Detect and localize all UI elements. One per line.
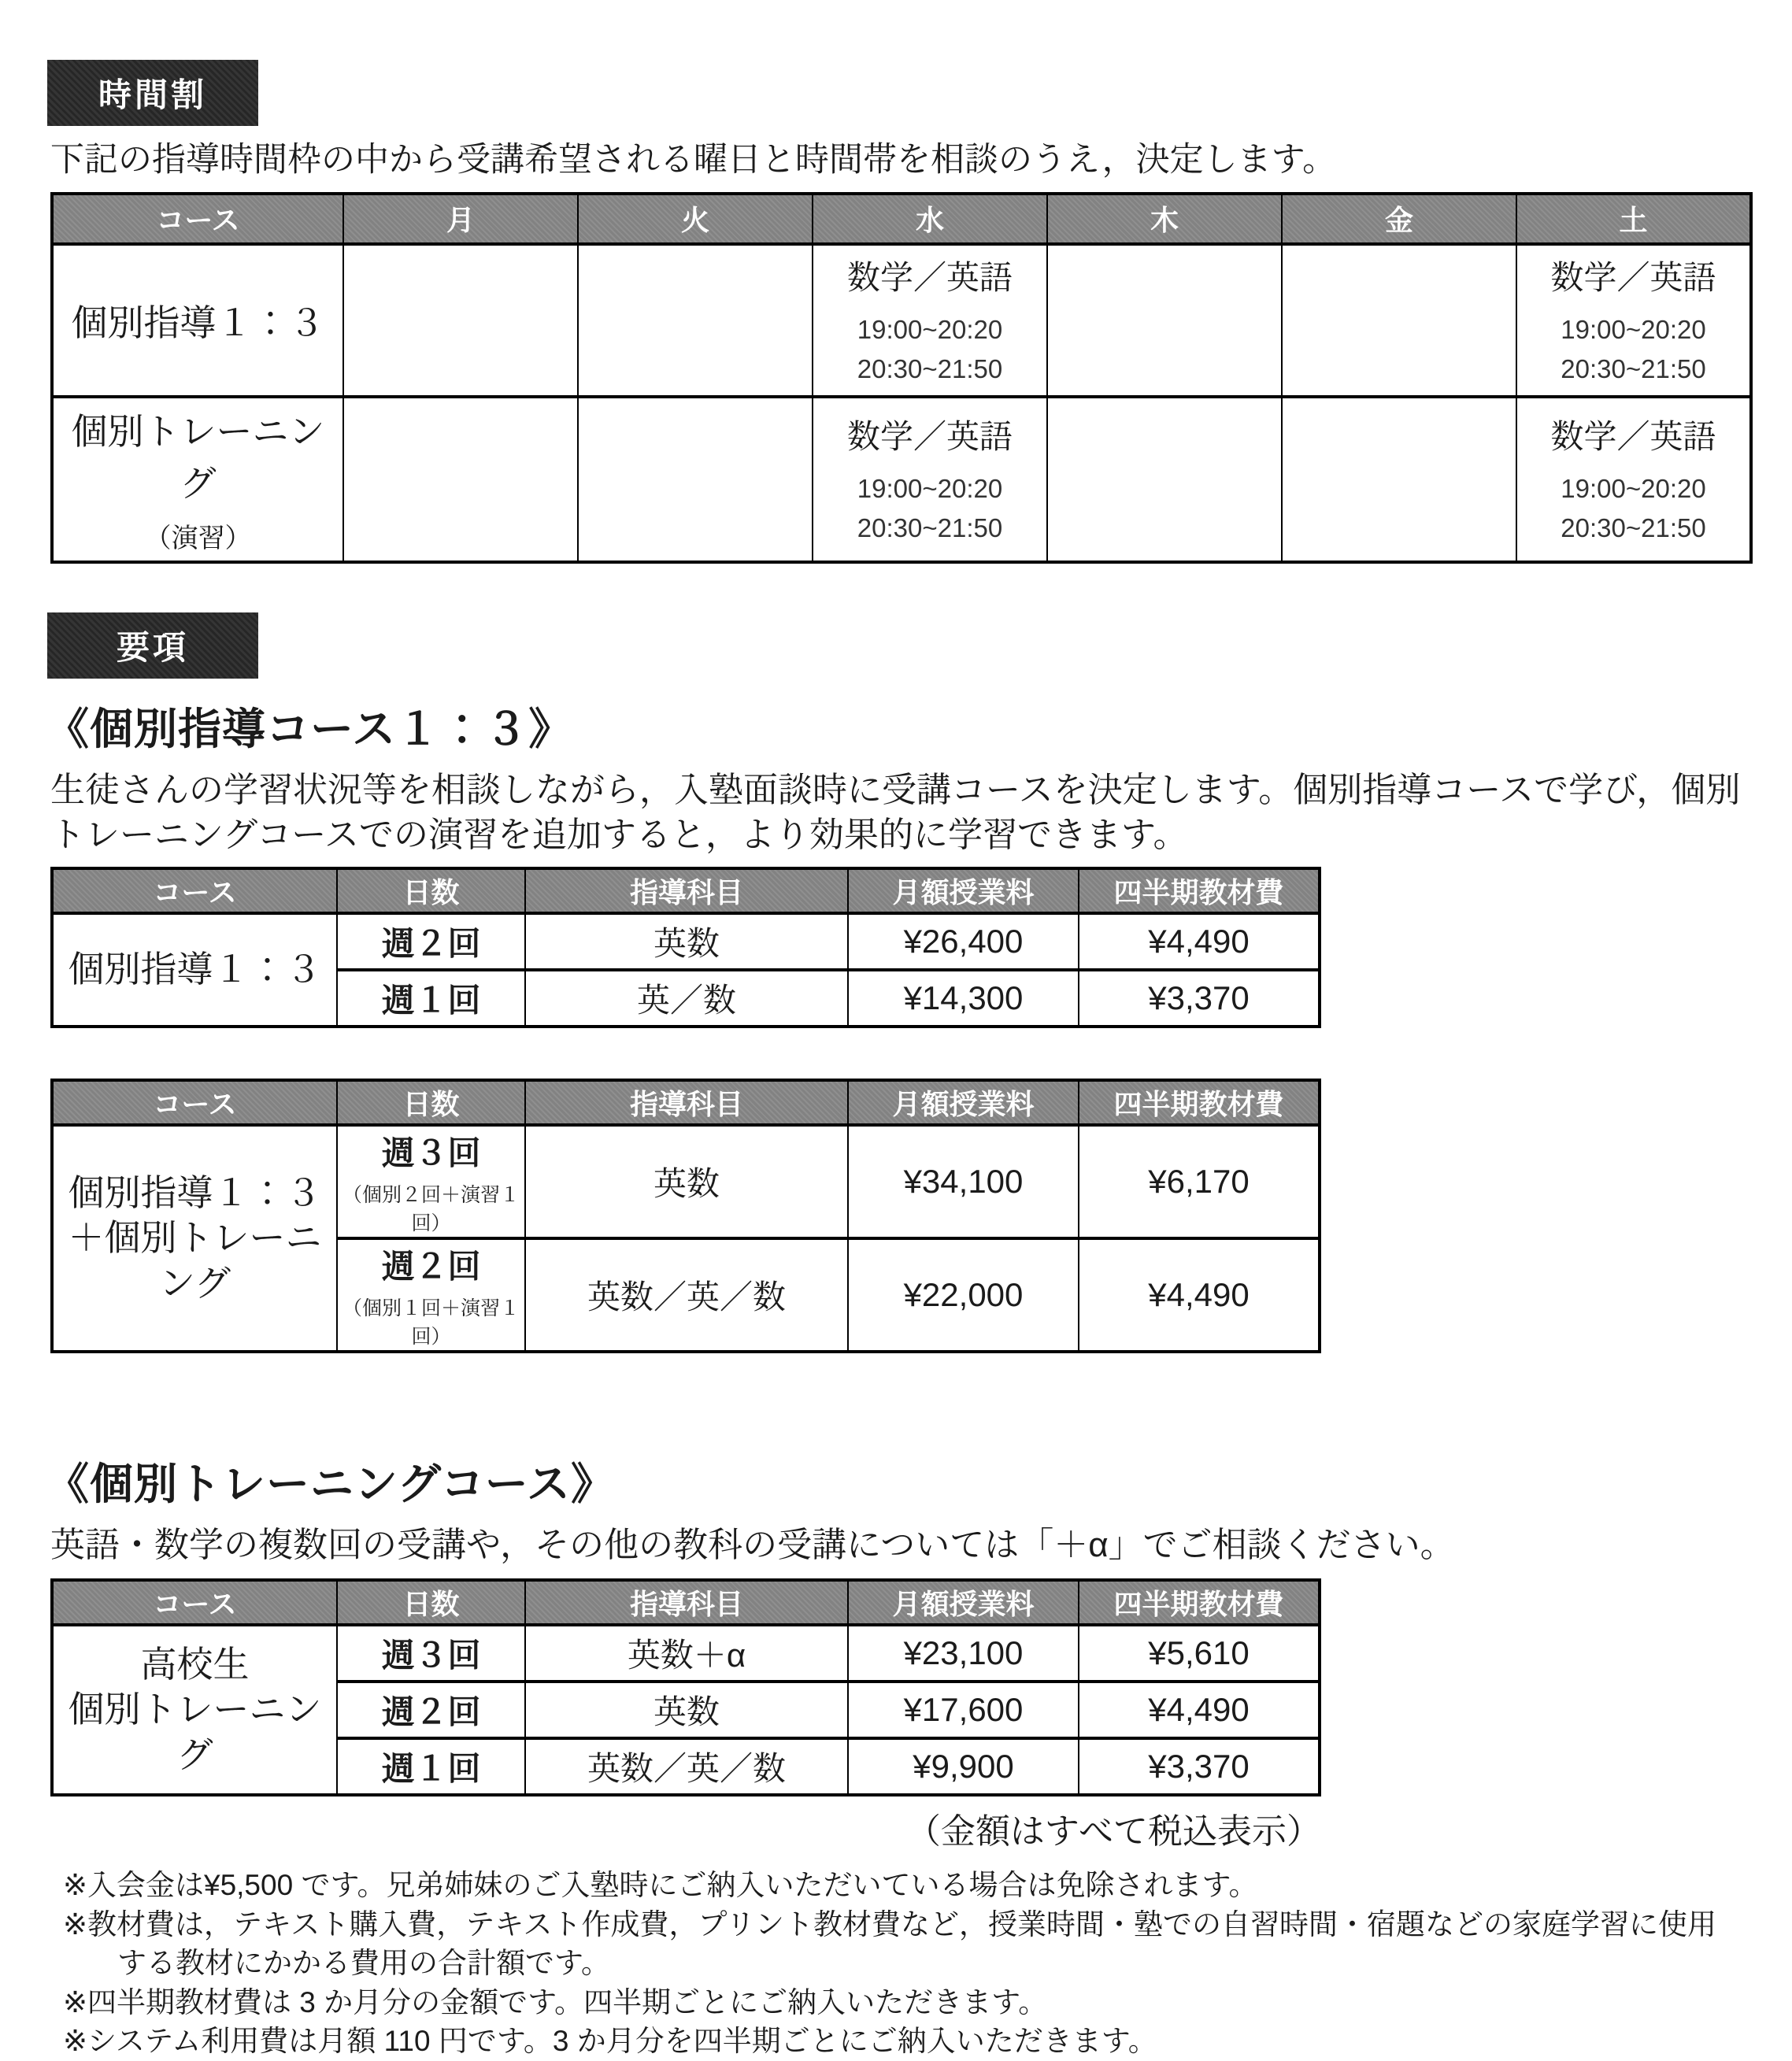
timetable-empty-cell-mon	[343, 244, 578, 397]
slot-time-1: 19:00~20:20	[1561, 474, 1706, 504]
pricing-header-monthly-fee: 月額授業料	[848, 868, 1079, 913]
pricing-header-days: 日数	[337, 1080, 525, 1125]
quarterly-materials-cell: ¥3,370	[1079, 970, 1320, 1027]
monthly-fee-cell: ¥34,100	[848, 1125, 1079, 1238]
notes-list	[50, 1866, 1735, 2061]
pricing-header-row	[52, 868, 1320, 913]
monthly-fee-cell: ¥14,300	[848, 970, 1079, 1027]
subjects-cell: 英数／英／数	[525, 1238, 848, 1352]
badge-timetable: 時間割	[47, 60, 258, 126]
pricing-header-monthly-fee: 月額授業料	[848, 1580, 1079, 1625]
tax-inclusive-note: （金額はすべて税込表示）	[905, 1812, 1321, 1852]
course-name: 個別指導１：３	[68, 1171, 322, 1213]
pricing-header-course: コース	[52, 1580, 337, 1625]
pricing-header-quarterly-materials: 四半期教材費	[1079, 1080, 1320, 1125]
timetable-empty-cell-thu	[1047, 244, 1282, 397]
timetable-header-tue: 火	[578, 194, 813, 244]
days-count: 週１回	[381, 1750, 481, 1788]
pricing-row	[52, 1125, 1320, 1238]
slot-time-1: 19:00~20:20	[1561, 315, 1706, 345]
timetable-table	[50, 192, 1753, 564]
timetable-row-kobetsu-shido	[52, 244, 1751, 397]
pricing-header-row	[52, 1580, 1320, 1625]
pricing-course-cell	[52, 1125, 337, 1352]
days-breakdown: （個別２回＋演習１回）	[342, 1183, 520, 1234]
slot-time-1: 19:00~20:20	[857, 474, 1003, 504]
timetable-header-thu: 木	[1047, 194, 1282, 244]
slot-time-1: 19:00~20:20	[857, 315, 1003, 345]
heading-kobetsu-training-course: 《個別トレーニングコース》	[46, 1459, 616, 1508]
timetable-empty-cell-tue	[578, 397, 813, 562]
timetable-course-cell	[52, 397, 343, 562]
course-name: 個別指導１：３	[71, 302, 325, 343]
pricing-header-days: 日数	[337, 1580, 525, 1625]
timetable-slot-cell-sat	[1516, 397, 1751, 562]
quarterly-materials-cell: ¥3,370	[1079, 1738, 1320, 1795]
timetable-header-wed: 水	[813, 194, 1047, 244]
slot-subject: 数学／英語	[846, 259, 1013, 297]
days-count: 週２回	[381, 1247, 481, 1285]
course-subtitle: （演習）	[144, 524, 252, 554]
days-count: 週２回	[381, 924, 481, 962]
course-name: 高校生	[140, 1643, 250, 1685]
quarterly-materials-cell: ¥4,490	[1079, 1238, 1320, 1352]
days-cell	[337, 913, 525, 970]
course-name-line2: 個別トレーニング	[68, 1689, 322, 1775]
subjects-cell: 英数／英／数	[525, 1738, 848, 1795]
days-cell	[337, 1125, 525, 1238]
monthly-fee-cell: ¥22,000	[848, 1238, 1079, 1352]
days-count: 週３回	[381, 1637, 481, 1674]
timetable-header-mon: 月	[343, 194, 578, 244]
timetable-slot	[1518, 252, 1749, 388]
pricing-row	[52, 913, 1320, 970]
pricing-header-course: コース	[52, 868, 337, 913]
badge-youkou: 要項	[47, 612, 258, 679]
timetable-empty-cell-fri	[1282, 244, 1516, 397]
subjects-cell: 英数	[525, 1682, 848, 1738]
timetable-header-sat: 土	[1516, 194, 1751, 244]
timetable-empty-cell-mon	[343, 397, 578, 562]
timetable-section-header	[47, 60, 1792, 126]
timetable-slot	[814, 411, 1046, 547]
timetable-header-course: コース	[52, 194, 343, 244]
slot-subject: 数学／英語	[846, 418, 1013, 456]
slot-time-2: 20:30~21:50	[1561, 512, 1706, 542]
slot-subject: 数学／英語	[1550, 418, 1716, 456]
timetable-slot-cell-wed	[813, 397, 1047, 562]
subjects-cell: 英数＋α	[525, 1625, 848, 1682]
course-name: 個別トレーニング	[71, 411, 325, 505]
course-name-line2: ＋個別トレーニング	[68, 1217, 322, 1304]
pricing-header-quarterly-materials: 四半期教材費	[1079, 1580, 1320, 1625]
timetable-empty-cell-fri	[1282, 397, 1516, 562]
monthly-fee-cell: ¥17,600	[848, 1682, 1079, 1738]
days-count: 週３回	[381, 1134, 481, 1171]
days-cell	[337, 1682, 525, 1738]
kobetsu-shido-description: 生徒さんの学習状況等を相談しながら，入塾面談時に受講コースを決定します。個別指導コースで学び，個別トレーニングコースでの演習を追加すると，より効果的に学習できます。	[50, 770, 1741, 854]
pricing-header-subjects: 指導科目	[525, 1580, 848, 1625]
subjects-cell: 英数	[525, 913, 848, 970]
pricing-header-row	[52, 1080, 1320, 1125]
timetable-empty-cell-thu	[1047, 397, 1282, 562]
slot-time-2: 20:30~21:50	[857, 353, 1003, 383]
pricing-row	[52, 1625, 1320, 1682]
slot-time-2: 20:30~21:50	[1561, 353, 1706, 383]
pricing-course-cell	[52, 1625, 337, 1795]
timetable-slot-cell-sat	[1516, 244, 1751, 397]
days-breakdown: （個別１回＋演習１回）	[342, 1297, 520, 1348]
quarterly-materials-cell: ¥5,610	[1079, 1625, 1320, 1682]
kobetsu-training-description: 英語・数学の複数回の受講や，その他の教科の受講については「＋α」でご相談ください。	[50, 1525, 1455, 1564]
days-cell	[337, 1738, 525, 1795]
days-cell	[337, 1625, 525, 1682]
pricing-header-quarterly-materials: 四半期教材費	[1079, 868, 1320, 913]
pricing-table-kobetsu-shido	[50, 867, 1321, 1028]
quarterly-materials-cell: ¥4,490	[1079, 913, 1320, 970]
slot-subject: 数学／英語	[1550, 259, 1716, 297]
course-name: 個別指導１：３	[68, 949, 322, 990]
timetable-empty-cell-tue	[578, 244, 813, 397]
note-item-admission-fee: ※入会金は¥5,500 です。兄弟姉妹のご入塾時にご納入いただいている場合は免除されます。	[63, 1869, 1258, 1902]
pricing-header-monthly-fee: 月額授業料	[848, 1080, 1079, 1125]
days-count: 週１回	[381, 981, 481, 1019]
youkou-section-header	[47, 612, 1792, 679]
timetable-slot	[1518, 411, 1749, 547]
monthly-fee-cell: ¥9,900	[848, 1738, 1079, 1795]
pricing-header-course: コース	[52, 1080, 337, 1125]
pricing-header-subjects: 指導科目	[525, 1080, 848, 1125]
days-count: 週２回	[381, 1693, 481, 1731]
days-cell	[337, 1238, 525, 1352]
slot-time-2: 20:30~21:50	[857, 512, 1003, 542]
timetable-course-cell	[52, 244, 343, 397]
pricing-course-cell	[52, 913, 337, 1027]
timetable-header-row	[52, 194, 1751, 244]
timetable-header-fri: 金	[1282, 194, 1516, 244]
subjects-cell: 英／数	[525, 970, 848, 1027]
pricing-table-kobetsu-training	[50, 1578, 1321, 1796]
note-item-system-fee: ※システム利用費は月額 110 円です。3 か月分を四半期ごとにご納入いただきます。	[63, 2025, 1157, 2058]
quarterly-materials-cell: ¥6,170	[1079, 1125, 1320, 1238]
monthly-fee-cell: ¥23,100	[848, 1625, 1079, 1682]
heading-kobetsu-shido-course: 《個別指導コース１：３》	[46, 704, 573, 753]
pricing-table-kobetsu-shido-plus-training	[50, 1079, 1321, 1353]
note-item-quarterly-materials: ※四半期教材費は 3 か月分の金額です。四半期ごとにご納入いただきます。	[63, 1985, 1048, 2018]
timetable-row-kobetsu-training	[52, 397, 1751, 562]
timetable-slot	[814, 252, 1046, 388]
monthly-fee-cell: ¥26,400	[848, 913, 1079, 970]
pricing-header-subjects: 指導科目	[525, 868, 848, 913]
pricing-header-days: 日数	[337, 868, 525, 913]
quarterly-materials-cell: ¥4,490	[1079, 1682, 1320, 1738]
days-cell	[337, 970, 525, 1027]
subjects-cell: 英数	[525, 1125, 848, 1238]
timetable-slot-cell-wed	[813, 244, 1047, 397]
note-item-materials-fee: ※教材費は，テキスト購入費，テキスト作成費，プリント教材費など，授業時間・塾での自習時間・宿題などの家庭学習に使用する教材にかかる費用の合計額です。	[63, 1907, 1717, 1980]
timetable-intro-text: 下記の指導時間枠の中から受講希望される曜日と時間帯を相談のうえ，決定します。	[50, 141, 1337, 179]
